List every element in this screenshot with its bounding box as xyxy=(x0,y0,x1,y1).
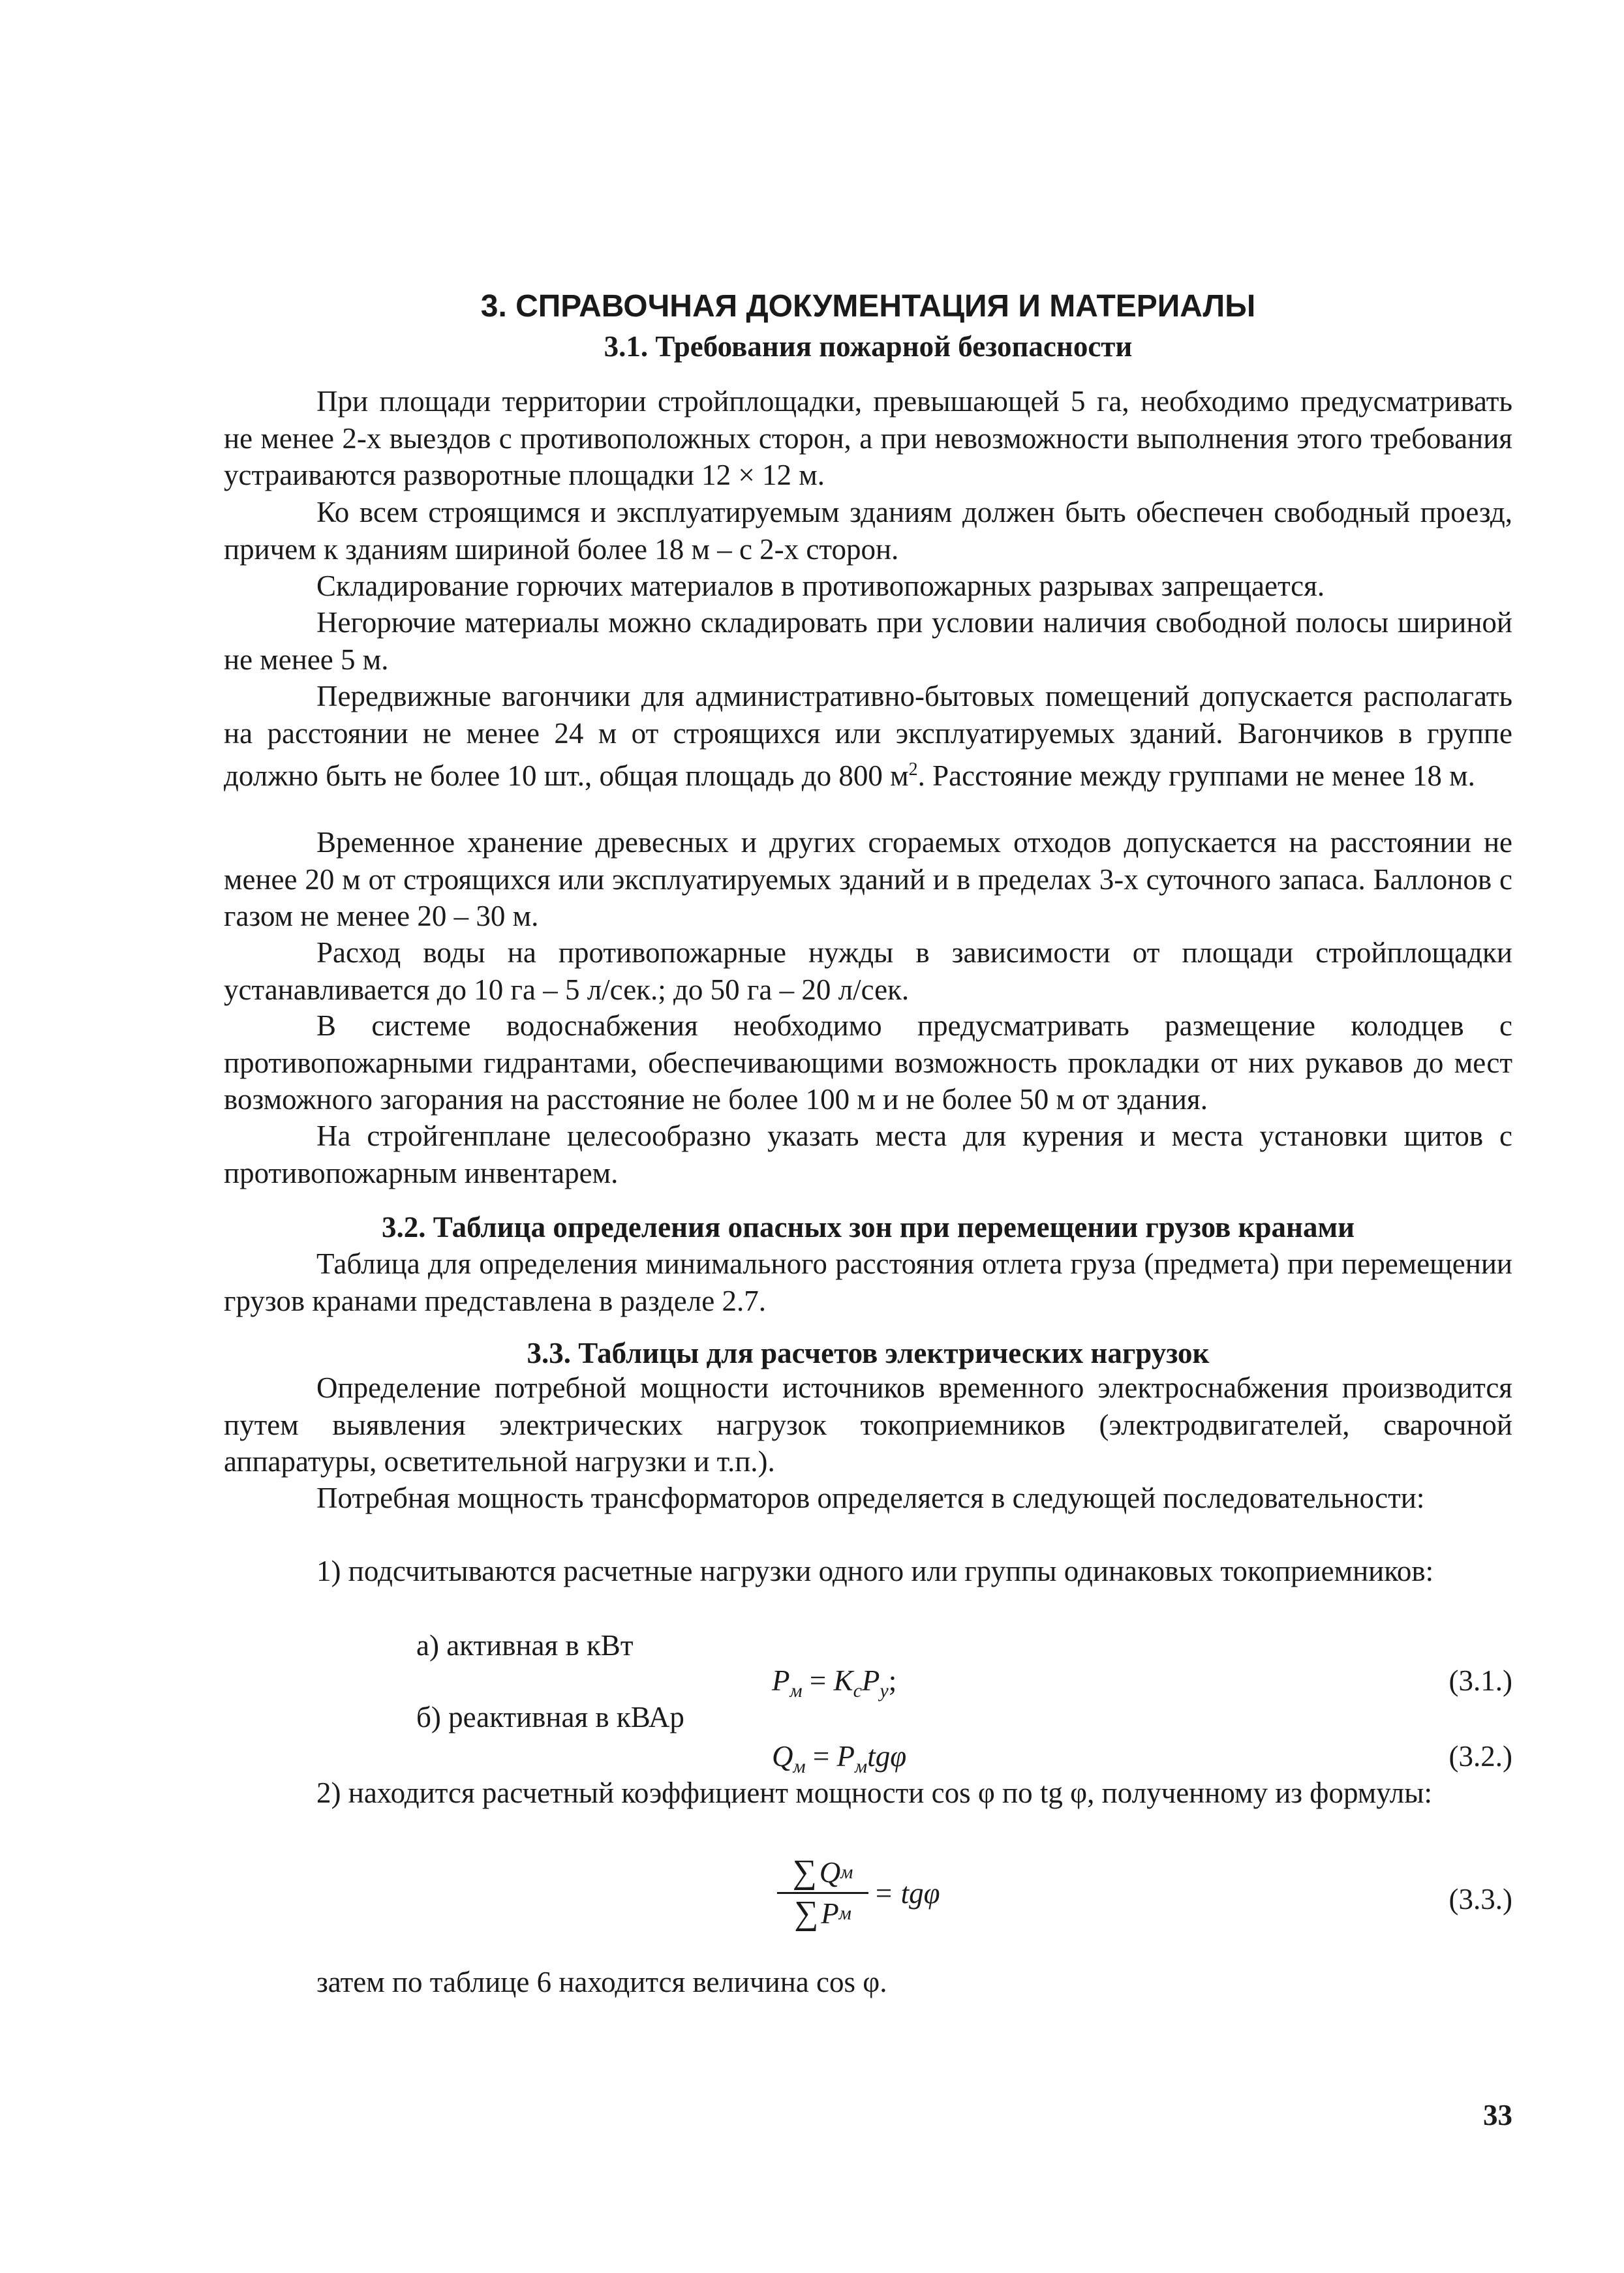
paragraph: Временное хранение древесных и других сгораемых отходов допускается на расстоянии не менее 20 м от строящихся или эксплуатируемых зданий и в пределах 3-х суточного запаса. Баллонов с газом не менее 20 – 30 м. xyxy=(224,826,1512,932)
chapter-title: 3. СПРАВОЧНАЯ ДОКУМЕНТАЦИЯ И МАТЕРИАЛЫ xyxy=(480,289,1256,324)
paragraph: Потребная мощность трансформаторов определяется в следующей последовательности: xyxy=(316,1482,1425,1514)
section-heading-3-1: 3.1. Требования пожарной безопасности xyxy=(604,330,1133,363)
page-number: 33 xyxy=(1483,2099,1512,2131)
paragraph: В системе водоснабжения необходимо предусматривать размещение колодцев с противопожарными гидрантами, обеспечивающими возможность прокладки от них рукавов до мест возможного загорания на расстояние не более 100 м и не более 50 м от здания. xyxy=(224,1009,1512,1116)
paragraph: Ко всем строящимся и эксплуатируемым зданиям должен быть обеспечен свободный проезд, причем к зданиям шириной более 18 м – с 2-х сторон. xyxy=(224,496,1512,566)
paragraph: Таблица для определения минимального расстояния отлета груза (предмета) при перемещении грузов кранами представлена в разделе 2.7. xyxy=(224,1247,1512,1317)
paragraph: Негорючие материалы можно складировать при условии наличия свободной полосы шириной не менее 5 м. xyxy=(224,606,1512,676)
equation-number: (3.2.) xyxy=(1448,1740,1512,1773)
section-heading-3-2: 3.2. Таблица определения опасных зон при перемещении грузов кранами xyxy=(381,1211,1355,1243)
paragraph: затем по таблице 6 находится величина cos φ. xyxy=(316,1966,887,1998)
equation-number: (3.3.) xyxy=(1448,1883,1512,1915)
paragraph: Передвижные вагончики для административно-бытовых помещений допускается располагать на расстоянии не менее 24 м от строящихся или эксплуатируемых зданий. Вагончиков в группе должно быть не более 10 шт., общая площадь до 800 $м^2$. Расстояние между группами не менее 18 м. xyxy=(224,680,1512,792)
paragraph: Складирование горючих материалов в противопожарных разрывах запрещается. xyxy=(316,570,1325,602)
paragraph: На стройгенплане целесообразно указать места для курения и места установки щитов с противопожарным инвентарем. xyxy=(224,1120,1512,1189)
paragraph: 1) подсчитываются расчетные нагрузки одного или группы одинаковых токоприемников: xyxy=(316,1555,1434,1587)
list-item-reactive: б) реактивная в кВАр xyxy=(416,1701,684,1733)
formula-3-2: $Q_м = P_мtg\varphi$ xyxy=(772,1740,907,1777)
formula-3-1: $P_м = K_cP_y$; xyxy=(772,1664,897,1701)
paragraph: Определение потребной мощности источников временного электроснабжения производится путем выявления электрических нагрузок токоприемников (электродвигателей, сварочной аппаратуры, осветительной нагрузки и т.п.). xyxy=(224,1371,1512,1478)
formula-3-3: ∑ Q м ∑ P м = tgφ xyxy=(777,1853,940,1933)
paragraph: Расход воды на противопожарные нужды в зависимости от площади стройплощадки устанавливается до 10 га – 5 л/сек.; до 50 га – 20 л/сек. xyxy=(224,936,1512,1006)
list-item-active: а) активная в кВт xyxy=(416,1629,634,1662)
section-heading-3-3: 3.3. Таблицы для расчетов электрических нагрузок xyxy=(527,1337,1210,1369)
paragraph: При площади территории стройплощадки, превышающей 5 га, необходимо предусматривать не менее 2-х выездов с противоположных сторон, а при невозможности выполнения этого требования устраиваются разворотные площадки 12 × 12 м. xyxy=(224,385,1512,491)
equation-number: (3.1.) xyxy=(1448,1664,1512,1697)
paragraph: 2) находится расчетный коэффициент мощности cos φ по tg φ, полученному из формулы: xyxy=(316,1777,1432,1809)
